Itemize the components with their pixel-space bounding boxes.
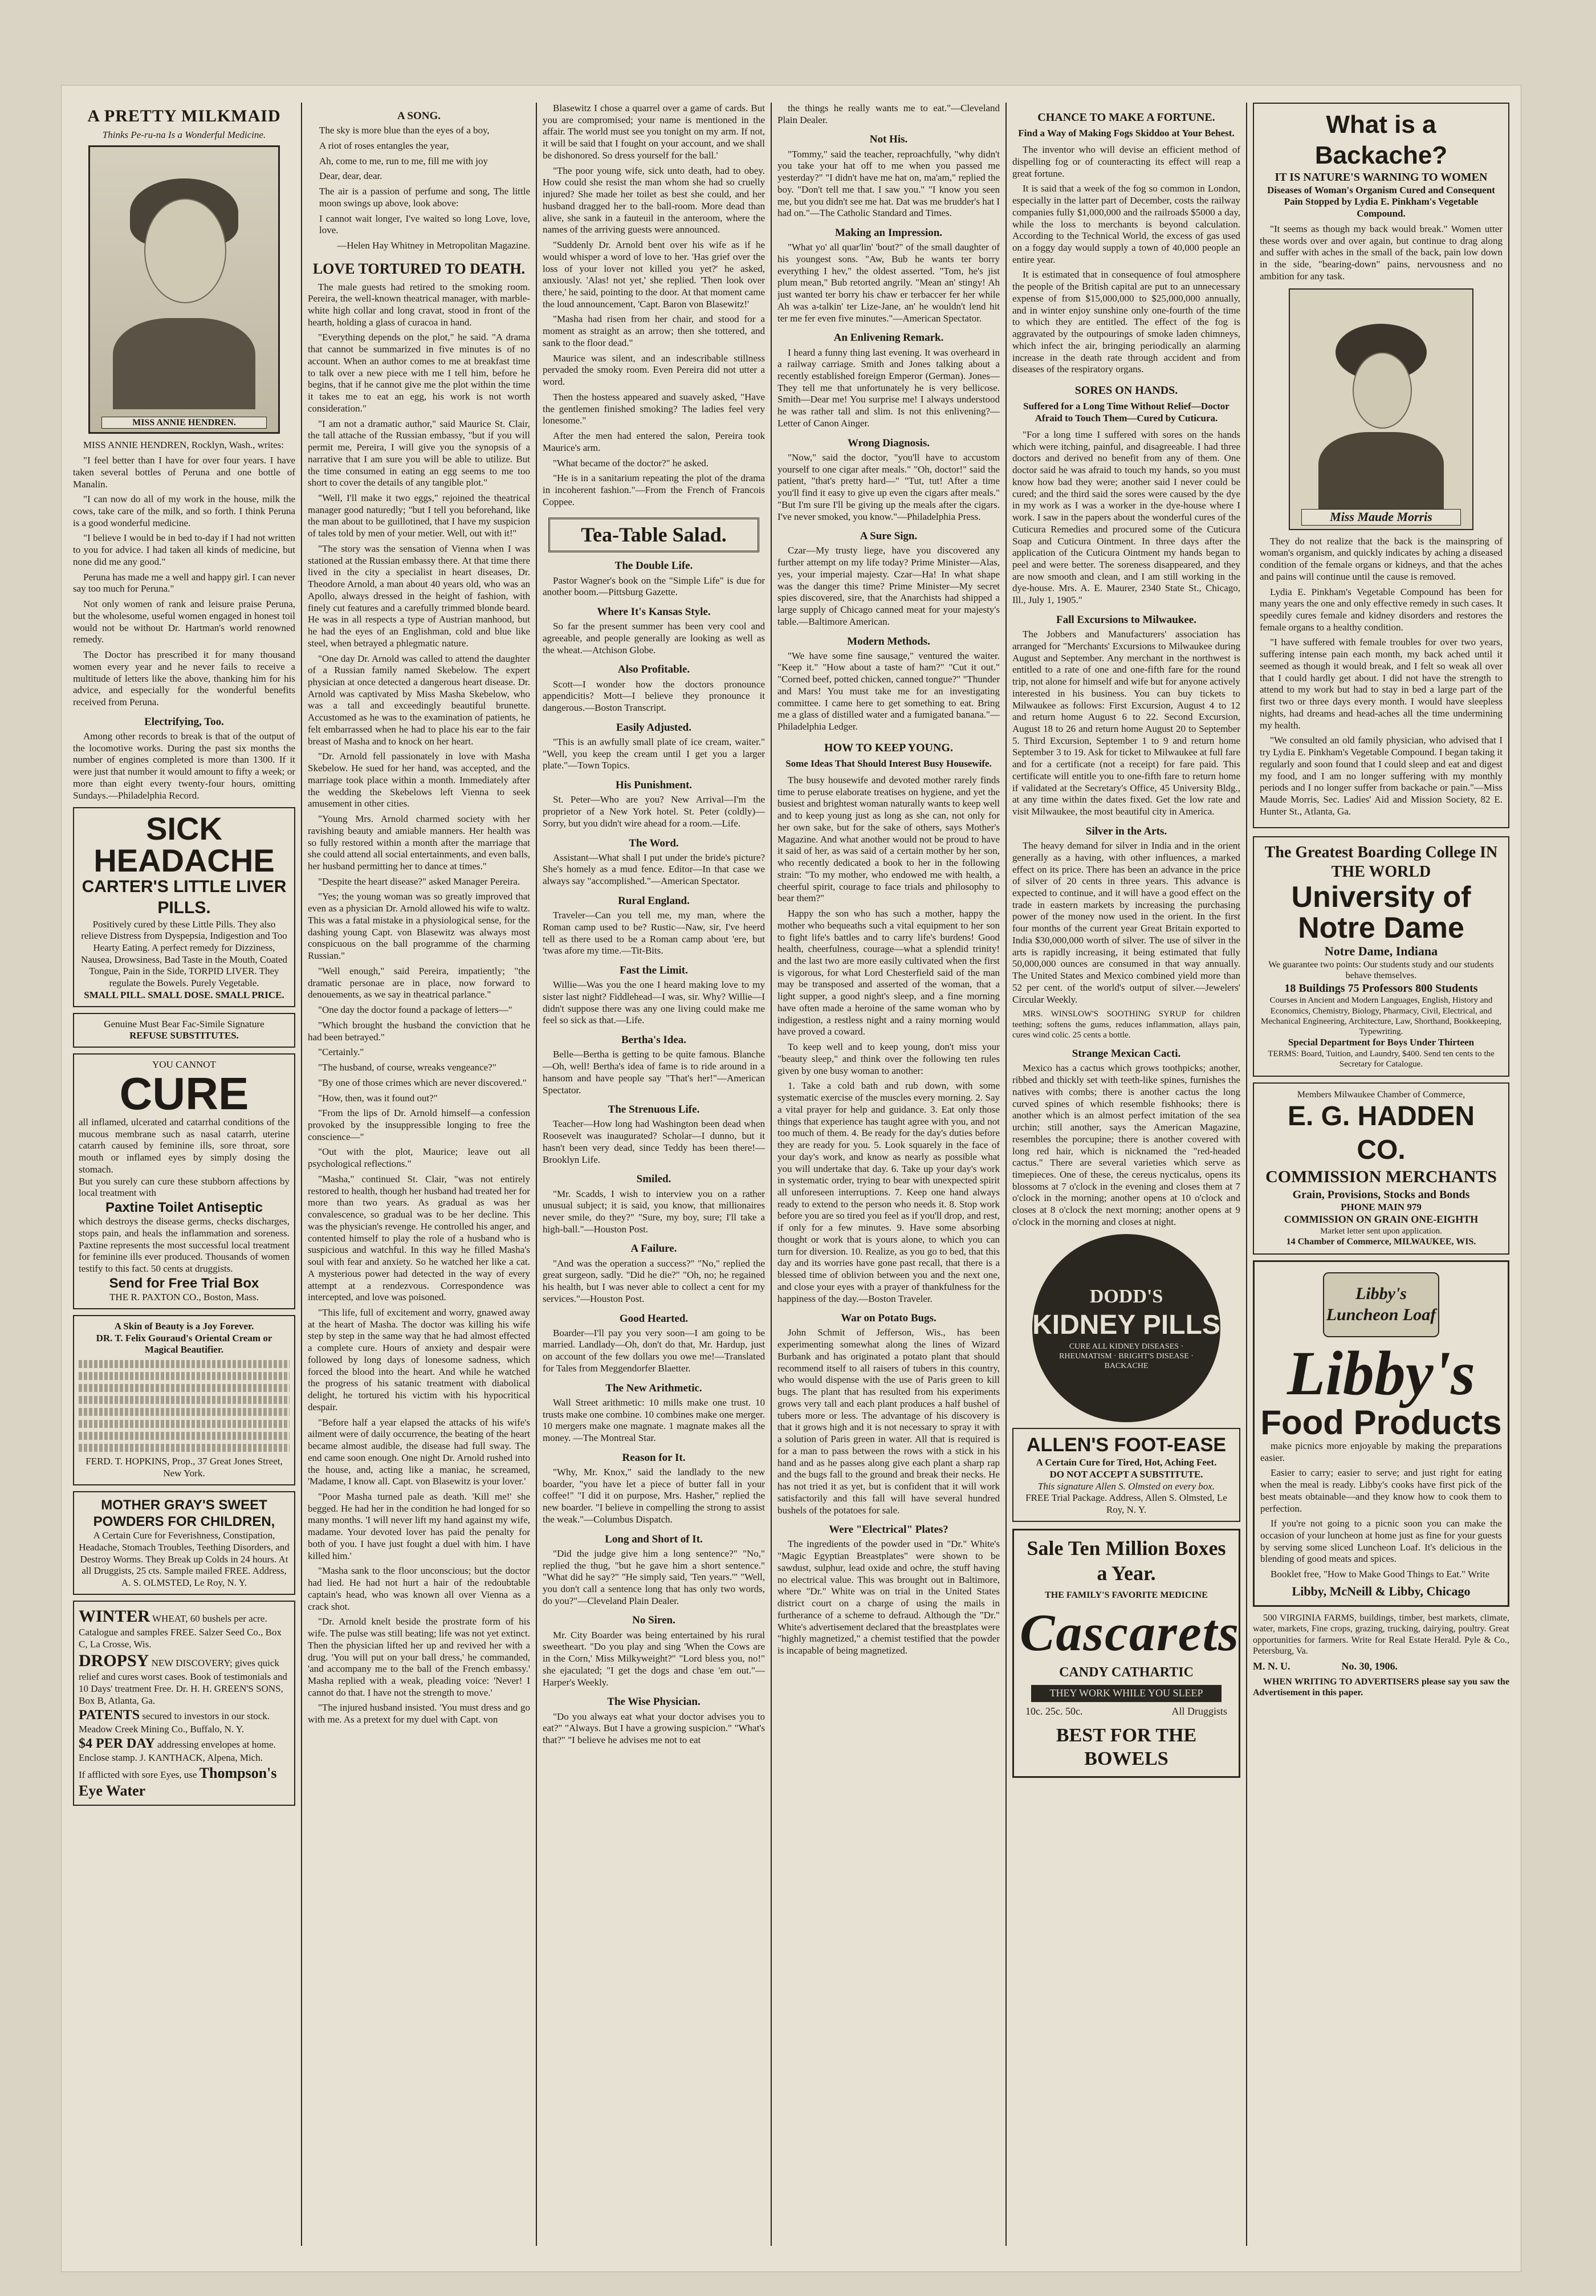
portrait-face: [144, 198, 226, 303]
ad-brand: Paxtine Toilet Antiseptic: [105, 1200, 263, 1215]
paragraph: "Masha sank to the floor unconscious; but the doctor had lied. He had not hurt a hair of the redoubtable captain's head, who was known all over Vienna as a crack shot.: [308, 1565, 530, 1612]
paragraph: "Out with the plot, Maurice; leave out all psychological reflections.": [308, 1146, 530, 1170]
paragraph: "I can now do all of my work in the house, milk the cows, take care of the milk, and so forth. I think Peruna is a good wonderful medicine.: [73, 494, 295, 528]
joke-heading: Also Profitable.: [617, 663, 690, 676]
paragraph: The busy housewife and devoted mother rarely finds time to peruse elaborate treatises on hygiene, and yet the busiest and brightest woman naturally wants to keep well and to keep young just as long as she can, not only for her own sake, but for the sake of others, says Mother's Magazine. And what another would not be proud to have it said of her, as was said of a certain mother by her son, who recently dedicated a book to her in the following strain: "To my mother, who endowed me with health, a cheerful spirit, courage to face trials and philosophy to bear them?": [777, 775, 1000, 904]
ad-address: THE R. PAXTON CO., Boston, Mass.: [109, 1292, 259, 1303]
paragraph: The Doctor has prescribed it for many thousand women every year and he never fails to receive a multitude of letters like the above, thanking him for his advice, and especially for the wonderful benefits received from Peruna.: [73, 649, 295, 708]
joke-heading: Not His.: [869, 133, 908, 146]
joke-text: Czar—My trusty liege, have you discovered any further attempt on my life today? Prime Minister—Alas, yes, your imperial majesty. Czar—Ha! In what shape was the danger this time? Prime Minister—My secret spies discovered, sire, that the Anarchists had shipped a large supply of Chicago canned meat for your majesty's table.—Baltimore American.: [777, 545, 1000, 627]
column-2: [308, 103, 530, 2246]
article-heading: Fall Excursions to Milwaukee.: [1056, 613, 1196, 626]
ad-brand: MOTHER GRAY'S SWEET POWDERS FOR CHILDREN,: [93, 1497, 275, 1529]
ad-small-classifieds: [73, 1601, 295, 1806]
ad-headline: CURE: [119, 1068, 249, 1119]
joke-text: "Tommy," said the teacher, reproachfully, "why didn't you take your hat off to me when you passed me yesterday?" "I didn't have me hat on, ma'am," replied the boy. "Don't tell me that. I saw you." "I know you seen me, but you didn't see me hat. Dat was me brudder's hat I had on."—The Catholic Standard and Times.: [777, 148, 1000, 219]
paragraph: the things he really wants me to eat."—Cleveland Plain Dealer.: [777, 103, 1000, 125]
paragraph: "Poor Masha turned pale as death. 'Kill me!' she begged. He had her in the condition he had longed for so many months. 'I will never lift my hand against my wife, madame. Your devoted lover has paid the penalty for both of you. I have just fought a duel with him. I have killed him.': [308, 1491, 530, 1561]
advertiser-notice: WHEN WRITING TO ADVERTISERS please say you saw the Advertisement in this paper.: [1253, 1676, 1509, 1698]
paragraph: The Jobbers and Manufacturers' association has arranged for "Merchants' Excursions to Milwaukee during August and September. Any merchant in the northwest is entitled to a rate of one and one-fifth fare for the round trip, not alone for himself and wife but for anyone actively interested in his business. You can buy tickets to Milwaukee as follows: First Excursion, August 4 to 12 and return home August 6 to 22. Second Excursion, August 18 to 26 and return home August 20 to September 5. Third Excursion, September 1 to 9 and return home September 3 to 19. Ask for ticket to Milwaukee at full fare and for a certificate (not a receipt) for fare paid. This certificate will entitle you to one-fifth fare to return home if validated at the Secretary's Office, 45 University Bldg., at any time within the dates fixed. Get the low rate and visit Milwaukee, the most beautiful city in America.: [1012, 629, 1240, 817]
paragraph: "Well, I'll make it two eggs," rejoined the theatrical manager good naturedly; "but I tell you beforehand, like the man about to be guillotined, that I have my suspicion of tales told by men of your metier. Well, out with it!": [308, 492, 530, 539]
ad-address: Libby, McNeill & Libby, Chicago: [1292, 1583, 1471, 1598]
paragraph: "The story was the sensation of Vienna when I was stationed at the Russian embassy there. At that time there lived in the city a specialist in heart diseases, Dr. Theodore Arnold, a man about 40 years old, who was an Apollo, always dressed in the height of fashion, with finely cut features and a carefully trimmed blonde beard. He was in all respects a type of Austrian manhood, but he had the eyes of an Englishman, cold and blue like steel, when betrayed a phlegmatic nature.: [308, 543, 530, 649]
paragraph: If you're not going to a picnic soon you can make the occasion of your luncheon at home just as fine for your guests by serving some sliced Luncheon Loaf. It's delicious in the blending of good meats and spices.: [1260, 1518, 1502, 1565]
paragraph: It is said that a week of the fog so common in London, especially in the latter part of December, costs the railway companies fully $1,000,000 and the railroads $5000 a day, while the loss to merchants is beyond calculation. According to the Technical World, the excess of gas used on a foggy day would supply a town of 40,000 people an entire year.: [1012, 183, 1240, 265]
paragraph: "Before half a year elapsed the attacks of his wife's ailment were of daily occurrence, the beating of the heart became almost audible, the disease had full sway. The end came soon enough. One night Dr. Arnold rushed into the house, and, acting like a maniac, he screamed, 'Madame, I know all. Capt. von Blasewitz is your lover.': [308, 1416, 530, 1487]
paragraph: "It seems as though my back would break." Women utter these words over and over again, but continue to drag along and suffer with aches in the small of the back, pain low down in the side, "bearing-down" pains, nervousness and no ambition for any task.: [1260, 223, 1503, 282]
portrait-bust: [113, 318, 255, 409]
column-rule: [771, 103, 772, 2246]
paragraph: Not only women of rank and leisure praise Peruna, but the wholesome, useful women engaged in honest toil would not be without Dr. Hartman's world renowned remedy.: [73, 599, 295, 645]
ad-carters-signature: [73, 1013, 295, 1048]
paragraph: "One day the doctor found a package of letters—": [318, 1004, 512, 1016]
ad-logo: Cascarets: [1020, 1603, 1240, 1662]
paragraph: "Despite the heart disease?" asked Manager Pereira.: [318, 876, 520, 887]
paragraph: Booklet free, "How to Make Good Things to Eat." Write: [1271, 1569, 1490, 1580]
ad-body: A Certain Cure for Feverishness, Constipation, Headache, Stomach Troubles, Teething Disorders, and Destroy Worms. They Break up Colds in 24 hours. At all Druggists, 25 cts. Sample mailed FREE. Address, A. S. OLMSTED, Le Roy, N. Y.: [79, 1530, 290, 1589]
ad-body: addressing envelopes at home. Enclose stamp. J. KANTHACK, Alpena, Mich.: [79, 1739, 276, 1763]
ad-brand: E. G. HADDEN CO.: [1287, 1101, 1475, 1165]
portrait-caption: MISS ANNIE HENDREN.: [101, 417, 267, 429]
ad-pinkham-backache: [1253, 103, 1509, 828]
ad-notre-dame: [1253, 836, 1509, 1077]
paragraph: "Dr. Arnold fell passionately in love with Masha Skebelow. He sued for her hand, was accepted, and the marriage took place within a month. Immediately after the wedding the Skebelows left Vienna to seek amusement in other cities.: [308, 751, 530, 809]
newspaper-page: [62, 86, 1521, 2271]
paragraph: "Young Mrs. Arnold charmed society with her ravishing beauty and amiable manners. Her health was so fully restored within a month after the marriage that she could attend all social entertainments, and even balls, her husband permitting her to dance at times.": [308, 813, 530, 872]
paragraph: Among other records to break is that of the output of the locomotive works. During the past six months the number of engines completed is more than 1300. If it were just that number it would amount to fifty a week; or more than eight every twenty-four hours, omitting Sundays.—Philadelphia Record.: [73, 730, 295, 801]
ad-brand: DR. T. Felix Gouraud's Oriental Cream or Magical Beautifier.: [96, 1332, 272, 1355]
joke-heading: His Punishment.: [615, 779, 693, 792]
paragraph: "What became of the doctor?" he asked.: [553, 457, 709, 469]
column-5: [1012, 103, 1240, 2246]
paragraph: "Which brought the husband the conviction that he had been betrayed.": [308, 1019, 530, 1043]
paragraph: Blasewitz I chose a quarrel over a game of cards. But you are compromised; your name is mentioned in the affair. The world must see you tonight on my arm. If not, it will be said that I fought on your account, and we shall be dishonored. So dress yourself for the ball.': [543, 103, 765, 161]
ad-address: FREE Trial Package. Address, Allen S. Olmsted, Le Roy, N. Y.: [1025, 1492, 1227, 1516]
poem-line: The sky is more blue than the eyes of a boy,: [319, 125, 490, 136]
paragraph: "Suddenly Dr. Arnold bent over his wife as if he would whisper a word of love to her. 'Has grief over the loss of your lover not killed you yet?' he asked, anxiously. 'Alas! not yet,' she replied. 'Then look over there,' he said, pointing to the door. At that moment came the loud announcement, 'Capt. Baron von Blasewitz!': [543, 239, 765, 310]
joke-heading: Reason for It.: [622, 1451, 686, 1464]
portrait-caption: Miss Maude Morris: [1301, 509, 1461, 526]
paragraph: MISS ANNIE HENDREN, Rocklyn, Wash., writes:: [83, 439, 284, 451]
article-title: SORES ON HANDS.: [1074, 384, 1178, 397]
illegible-text: [79, 1360, 290, 1452]
joke-text: "Now," said the doctor, "you'll have to accustom yourself to one cigar after meals." "Oh, doctor!" said the patient, "that's pretty hard—" "Tut, tut! After a time you'll find it easy to give up even the cigars after meals." "But I'm sure I'll be giving up the meals after the cigars. I've never smoked, you know."—Philadelphia Press.: [777, 451, 1000, 522]
ad-brand: University of Notre Dame: [1291, 880, 1471, 945]
joke-heading: Good Hearted.: [619, 1312, 689, 1325]
joke-text: "Do you always eat what your doctor advises you to eat?" "Always. But I have a growing suspicion." "What's that?" "I believe he advises me not to eat: [543, 1711, 765, 1745]
joke-text: Assistant—What shall I put under the bride's picture? She's homely as a mud fence. Editor—In that case we always say "accomplished."—American Spectator.: [543, 852, 765, 887]
article-title: HOW TO KEEP YOUNG.: [824, 741, 953, 754]
joke-heading: The Double Life.: [614, 560, 693, 572]
joke-heading: Long and Short of It.: [605, 1533, 703, 1545]
portrait-image: [1289, 288, 1473, 530]
ad-prices: 10c. 25c. 50c.: [1025, 1705, 1083, 1717]
ad-text: Special Department for Boys Under Thirteen: [1288, 1037, 1475, 1048]
joke-heading: Where It's Kansas Style.: [597, 606, 711, 618]
ad-body: secured to investors in our stock. Meadow Creek Mining Co., Buffalo, N. Y.: [79, 1710, 270, 1735]
ad-ring-text: CURE ALL KIDNEY DISEASES · RHEUMATISM · BRIGHT'S DISEASE · BACKACHE: [1059, 1342, 1194, 1371]
joke-text: "Did the judge give him a long sentence?" "No," replied the thug, "but he gave him a short sentence." "What did he say?" "He simply said, 'Ten years.'" "Well, you don't call a sentence long that has only two words, do you?"—Cleveland Plain Dealer.: [543, 1548, 765, 1606]
column-4: [777, 103, 1000, 2246]
ad-headline: The Greatest Boarding College IN THE WORLD: [1264, 843, 1498, 881]
ad-body: which destroys the disease germs, checks discharges, stops pain, and heals the inflammation and soreness. Paxtine represents the most successful local treatment for feminine ills ever produced. Thousands of women testify to this fact. 50 cents at druggists.: [79, 1216, 290, 1275]
joke-heading: Smiled.: [636, 1173, 671, 1186]
poem-line: Dear, dear, dear.: [319, 170, 382, 182]
ad-brand: Thompson's Eye Water: [79, 1764, 277, 1800]
joke-text: "We have some fine sausage," ventured the waiter. "Keep it." "How about a taste of ham?" "Cut it out." "Corned beef, potted chicken, canned tongue?" "Thunder and Mars! You must take me for an investigating committee. I came here to get something to eat. Bring me a glass of distilled water and a fumigated banana."—Philadelphia Ledger.: [777, 650, 1000, 732]
ad-keyword: PATENTS: [79, 1707, 140, 1723]
ad-text: Market letter sent upon application.: [1320, 1227, 1442, 1236]
ad-product: KIDNEY PILLS: [1032, 1309, 1220, 1340]
ad-keyword: $4 PER DAY: [79, 1736, 155, 1751]
column-1: [73, 103, 295, 2246]
classified-ad: 500 VIRGINIA FARMS, buildings, timber, best markets, climate, water, markets, Fine crops, grazing, trucking, dairying, poultry. Great opportunities for farmers. Write for Real Estate Herald. Pyle & Co., Petersburg, Va.: [1253, 1613, 1509, 1656]
ad-text: Grain, Provisions, Stocks and Bonds: [1292, 1188, 1470, 1201]
ad-libby: [1253, 1260, 1509, 1607]
paragraph: "For a long time I suffered with sores on the hands which were itching, painful, and disagreeable. I had three doctors and derived no benefit from any of them. One doctor said he was afraid to touch my hands, so you must know how bad they were; another said I never could be cured; and the third said the sores were caused by the dye in my work as I was a worker in the dye-house where I work. I saw in the papers about the wonderful cures of the Cuticura Remedies and procured some of the Cuticura Soap and Cuticura Ointment. In three days after the application of the Cuticura Ointment my hands began to peel and were better. The soreness disappeared, and they are now smooth and clean, and I am still working in the dye-house. Mrs. A. E. Maurer, 2340 State St., Chicago, Ill., July 1, 1905.": [1012, 429, 1240, 606]
column-6: [1253, 103, 1509, 2246]
ad-product: Food Products: [1260, 1403, 1502, 1442]
ad-keyword: WINTER: [79, 1606, 150, 1626]
article-subtitle: Some Ideas That Should Interest Busy Housewife.: [785, 758, 992, 770]
paragraph: "By one of those crimes which are never discovered.": [318, 1077, 527, 1088]
paragraph: Easier to carry; easier to serve; and just right for eating when the meal is ready. Libby's cooks have first pick of the best meats obtainable—and they know how to cook them to perfection.: [1260, 1467, 1502, 1514]
paragraph: The heavy demand for silver in India and in the orient generally as a having, with other influences, a marked effect on its price. There has been an advance in the price of silver of 20 cents in three years. This advance is expected to continue, and it will have a good effect on the trade in eastern markets by increasing the purchasing power of the money now used in the orient. In the first four months of the current year Great Britain exported to India $30,000,000 worth of silver. The use of silver in the arts is rapidly increasing, it being estimated that fully 50,000,000 ounces are consumed in that way annually. The United States and Mexico combined yield more than 52 per cent. of the world's output of silver.—Jewelers' Circular Weekly.: [1012, 840, 1240, 1005]
paragraph: "Everything depends on the plot," he said. "A drama that cannot be summarized in five minutes is of no account. When an author comes to me at breakfast time to talk over a new piece with me I tell him, before he begins, that if he cannot give me the plot within the time it takes me to eat an egg, his work is not worth consideration.": [308, 332, 530, 414]
ad-text: Members Milwaukee Chamber of Commerce,: [1297, 1089, 1465, 1100]
joke-heading: A Sure Sign.: [860, 530, 918, 543]
ad-gouraud: [73, 1315, 295, 1485]
paragraph: "We consulted an old family physician, who advised that I try Lydia E. Pinkham's Vegetable Compound. I began taking it regularly and soon found that I could sleep and eat and digest my food, and I am no longer suffering with my monthly periods and I no longer suffer from backache or pain."—Miss Maude Morris, Sec. Ladies' Aid and Mission Society, 82 E. Hunter St., Atlanta, Ga.: [1260, 735, 1503, 817]
article-title: LOVE TORTURED TO DEATH.: [312, 260, 526, 277]
ad-signature: This signature Allen S. Olmsted on every box.: [1037, 1480, 1215, 1492]
joke-text: "What yo' all quar'lin' 'bout?" of the small daughter of his youngest sons. "Aw, Bub he wants ter borry everything I hev," the oldest asserted. "Tom, he's jist plum mean," Bub retorted angrily. "Mean an' stingy! Ah just wanted ter borry his chaw er terbaccer fer her while Ah was a-talkin' ter Lize-Jane, an' he wouldn't lend hit ter me fer even five minutes."—American Spectator.: [777, 242, 1000, 324]
poem-line: The air is a passion of perfume and song, The little moon swings up above, look above:: [319, 186, 530, 209]
ad-cascarets: [1012, 1529, 1240, 1778]
column-3: [543, 103, 765, 2246]
ad-headline: Sale Ten Million Boxes a Year.: [1027, 1536, 1226, 1585]
ad-location: Notre Dame, Indiana: [1324, 944, 1438, 958]
paragraph: "The injured husband insisted. 'You must dress and go with me. As a pretext for my duel with Capt. von: [308, 1702, 530, 1725]
ad-brand: CARTER'S LITTLE LIVER PILLS.: [82, 877, 287, 917]
ad-keyword: DROPSY: [79, 1651, 149, 1670]
ad-subheadline: IT IS NATURE'S WARNING TO WOMEN: [1275, 171, 1488, 184]
joke-heading: Rural England.: [618, 894, 690, 907]
section-banner: Tea-Table Salad.: [548, 518, 759, 553]
paragraph: They do not realize that the back is the mainspring of woman's organism, and quickly indicates by aching a diseased condition of the female organs or kidneys, and that the aches and pains will continue until the cause is removed.: [1260, 535, 1503, 582]
paragraph: "Masha had risen from her chair, and stood for a moment as straight as an arrow; then she tottered, and sank to the floor dead.": [543, 314, 765, 348]
joke-text: "And was the operation a success?" "No," replied the great surgeon, sadly. "Did he die?" "Oh, no; he regained his health, but I was never able to collect a cent for my services."—Houston Post.: [543, 1257, 765, 1304]
paragraph: "From the lips of Dr. Arnold himself—a confession provoked by the insuppressible longing to free the conscience—": [308, 1108, 530, 1142]
joke-text: "Why, Mr. Knox," said the landlady to the new boarder, "you have let a piece of butter fall in your coffee!" "I did it on purpose, Mrs. Hasher," replied the new boarder. "I believe in compelling the strong to assist the weak."—Columbus Dispatch.: [543, 1466, 765, 1525]
joke-text: Teacher—How long had Washington been dead when Roosevelt was inaugurated? Scholar—I dunno, but it hasn't been very dead, since Teddy has been there!—Brooklyn Life.: [543, 1118, 765, 1165]
ad-product: CANDY CATHARTIC: [1059, 1665, 1194, 1680]
paragraph: 1. Take a cold bath and rub down, with some systematic exercise of the muscles every morning. 2. Say a vital prayer for help and guidance. 3. Eat only those things that experience has taught agree with you, and not too much of them. 4. Be ready for the day's duties before they are ready for you. 5. Look squarely in the face of your day's work, and know as nearly as possible what you will undertake that day. 6. Take up your day's work in systematic order, trying to bear with unexpected spirit all unforeseen interruptions. 7. Keep one hand always ready to extend to the person who needs it. 8. Stop work before you are so tired you feel as if you'll drop, and rest, if only for a few minutes. 9. Have some absorbing thought or work that is yours alone, to which you can turn for diversion. 10. Realize, as you go to bed, that this day and its worries have gone past recall, that there is a blessed time of oblivion between you and the next one, and close your eyes with a prayer of thankfulness for the happiness of the day.—Boston Traveler.: [777, 1080, 1000, 1304]
ad-dodds-kidney-pills: [1032, 1234, 1220, 1422]
joke-heading: No Siren.: [632, 1614, 675, 1627]
article-subtitle: Suffered for a Long Time Without Relief—Doctor Afraid to Touch Them—Cured by Cuticura.: [1023, 401, 1229, 424]
joke-heading: Fast the Limit.: [620, 964, 688, 977]
paragraph: "I have suffered with female troubles for over two years, suffering intense pain each month, my back ached until it seemed as though it would break, and I felt so weak all over that I could hardly get about. I did not have the strength to attend to my work but had to stay in bed a large part of the first two or three days every month. I would have sleepless nights, had dreams and head-aches all the time undermining my health.: [1260, 637, 1503, 731]
joke-text: Scott—I wonder how the doctors pronounce appendicitis? Mott—I believe they pronounce it dangerous.—Boston Transcript.: [543, 678, 765, 714]
paragraph: "The husband, of course, wreaks vengeance?": [318, 1062, 496, 1073]
joke-heading: Making an Impression.: [834, 227, 943, 239]
ad-banner: THE FAMILY'S FAVORITE MEDICINE: [1045, 1590, 1208, 1600]
paragraph: Peruna has made me a well and happy girl. I can never say too much for Peruna.": [73, 571, 295, 595]
ad-body: NEW DISCOVERY; gives quick relief and cures worst cases. Book of testimonials and 10 Days' treatment Free. Dr. H. H. GREEN'S SONS, Box B, Atlanta, Ga.: [79, 1657, 287, 1706]
ad-allens-foot-ease: [1012, 1428, 1240, 1522]
paragraph: Then the hostess appeared and suavely asked, "Have the gentlemen finished smoking? The ladies feel very lonesome.": [543, 391, 765, 426]
ad-body: If afflicted with sore Eyes, use: [79, 1769, 197, 1780]
joke-text: Belle—Bertha is getting to be quite famous. Blanche—Oh, well! Bertha's idea of fame is to ride around in a hansom and have people say "That's her!"—American Spectator.: [543, 1049, 765, 1096]
paragraph: After the men had entered the salon, Pereira took Maurice's arm.: [543, 430, 765, 453]
joke-text: Mr. City Boarder was being entertained by his rural sweetheart. "Do you play and sing 'When the Cows are in the Corn,' Miss Milkyweight?" "Lord bless you, no!" she ejaculated; "I get the dogs and chase 'em out."—Harper's Weekly.: [543, 1629, 765, 1688]
paragraph: "Yes; the young woman was so greatly improved that even as a physician Dr. Arnold allowed his wife to waltz. This was a fatal mistake in a physiological sense, for the dashing young Capt. von Blasewitz was always most conspicuous on the ball programme of the charming Russian.": [308, 891, 530, 962]
ad-brand: ALLEN'S FOOT-EASE: [1027, 1434, 1226, 1456]
joke-text: Willie—Was you the one I heard making love to my sister last night? Fiddlehead—I was, sir. Why? Willie—I didn't suppose there was any one living could make me feel so sick as that.—Life.: [543, 979, 765, 1026]
paragraph: "The poor young wife, sick unto death, had to obey. How could she resist the man whom she had so cruelly injured? She made her toilet as best she could, and her husband dragged her to the ball-room. More dead than alive, she sank in a fauteuil in the anteroom, where the names of the arriving guests were announced.: [543, 165, 765, 235]
joke-text: Boarder—I'll pay you very soon—I am going to be married. Landlady—Oh, don't do that, Mr. Hardup, just on account of the few dollars you owe me!—Translated for Tales from Meggendorfer Blaetter.: [543, 1327, 765, 1374]
ad-text: TERMS: Board, Tuition, and Laundry, $400. Send ten cents to the Secretary for Catalogue.: [1268, 1049, 1495, 1069]
paragraph: "How, then, was it found out?": [318, 1092, 438, 1104]
ad-address: 14 Chamber of Commerce, MILWAUKEE, WIS.: [1286, 1237, 1476, 1247]
paragraph: The ingredients of the powder used in "Dr." White's "Magic Egyptian Breastplates" were shown to be sawdust, sulphur, lead oxide and ochre, the stuff having no electrical value. This was brought out in Baltimore, where "Dr." White was on trial in the United States district court on a charge of using the mails in furtherance of a scheme to defraud. Although the "Dr." White's advertisement declared that the breastplates were "highly magnetized," a chemist testified that the powder is incapable of being magnetized.: [777, 1538, 1000, 1656]
ad-druggists: All Druggists: [1171, 1705, 1227, 1717]
paragraph: "I feel better than I have for over four years. I have taken several bottles of Peruna and one bottle of Manalin.: [73, 455, 295, 490]
ad-slogan: THEY WORK WHILE YOU SLEEP: [1031, 1685, 1222, 1702]
paragraph: It is estimated that in consequence of foul atmosphere the people of the British capital are put to an unnecessary expense of from $15,000,000 to $25,000,000 annually, and in winter enjoy sunshine only one-fourth of the time to which they are entitled. The effect of the fog is aggravated by the outpourings of smoke laden chimneys, which infect the air, bringing periodically an alarming increase in the death rate through accident and from diseases of the respiratory organs.: [1012, 269, 1240, 375]
paragraph: "One day Dr. Arnold was called to attend the daughter of a Russian family named Skebelow. The expert physician at once detected a dangerous heart disease. Dr. Arnold was captivated by Miss Masha Skebelow, who was a tall and exceedingly beautiful brunette. Accustomed as he was to the examination of patients, he felt embarrassed when he had to place his ear to the fair breast of Masha and to knock on her heart.: [308, 653, 530, 747]
poem-title: A SONG.: [397, 110, 441, 122]
ad-body: all inflamed, ulcerated and catarrhal conditions of the mucous membrane such as nasal catarrh, uterine catarrh caused by feminine ills, sore throat, sore mouth or inflamed eyes by simply dosing the stomach.: [79, 1116, 290, 1175]
poem-line: I cannot wait longer, I've waited so long Love, love, love.: [319, 213, 530, 236]
article-title: CHANCE TO MAKE A FORTUNE.: [1037, 111, 1215, 124]
joke-heading: Bertha's Idea.: [621, 1034, 686, 1047]
paragraph: Maurice was silent, and an indescribable stillness pervaded the smoky room. Even Pereira did not utter a word.: [543, 352, 765, 388]
paragraph: To keep well and to keep young, don't miss your "beauty sleep," and think over the following ten rules given by one busy woman to another:: [777, 1041, 1000, 1076]
ad-address: FERD. T. HOPKINS, Prop., 37 Great Jones Street, New York.: [85, 1456, 283, 1479]
joke-text: I heard a funny thing last evening. It was overheard in a railway carriage. Smith and Jones talking about a recently established foreign Emperor (German). Jones—They tell me that unfortunately he is very bellicose. Smith—Dear me! You surprise me! I always understood he was rather tall and slim. Is not this enlivening?—Letter of Canon Ainger.: [777, 347, 1000, 429]
paragraph: "I believe I would be in bed to-day if I had not written to you for advice. I had taken all kinds of medicine, but none did me any good.": [73, 532, 295, 567]
ad-text: A Certain Cure for Tired, Hot, Aching Feet.: [1036, 1457, 1217, 1468]
column-rule: [301, 103, 302, 2246]
paragraph: MRS. WINSLOW'S SOOTHING SYRUP for children teething; softens the gums, reduces inflammation, allays pain, cures wind colic. 25 cents a bottle.: [1012, 1009, 1240, 1040]
joke-heading: The Strenuous Life.: [608, 1104, 700, 1116]
ad-text: REFUSE SUBSTITUTES.: [129, 1030, 239, 1041]
joke-heading: A Failure.: [630, 1243, 677, 1255]
ad-text: COMMISSION ON GRAIN ONE-EIGHTH: [1284, 1214, 1479, 1226]
ad-text: COMMISSION MERCHANTS: [1265, 1167, 1497, 1187]
joke-heading: Wrong Diagnosis.: [848, 437, 930, 449]
joke-heading: The Word.: [629, 837, 679, 849]
paragraph: "This life, full of excitement and worry, gnawed away at the heart of Masha. The doctor was killing his wife step by step in the same way that he had almost effected a complete cure. Hours of anxiety and despair were followed by long days of lonesome sadness, which forced the blood into the heart. And while he watched the progress of his satanic treatment with diabolical delight, he tortured his victim with his hypocritical despair.: [308, 1306, 530, 1412]
ad-body: But you surely can cure these stubborn affections by local treatment with: [79, 1175, 290, 1199]
poem-line: Ah, come to me, run to me, fill me with joy: [319, 155, 488, 166]
paragraph: The inventor who will devise an efficient method of dispelling fog or of counteracting its effect will reap a great fortune.: [1012, 144, 1240, 179]
ad-text: Courses in Ancient and Modern Languages, English, History and Economics, Chemistry, Biology, Pharmacy, Civil, Electrical, and Mechanical Engineering, Architecture, Law, Shorthand, Bookkeeping, Typewriting.: [1260, 996, 1502, 1037]
paragraph: "He is in a sanitarium repeating the plot of the drama in incoherent fashion."—From the French of Francois Coppee.: [543, 473, 765, 507]
ad-footer: BEST FOR THE BOWELS: [1056, 1724, 1197, 1770]
paragraph: make picnics more enjoyable by making the preparations easier.: [1260, 1440, 1502, 1463]
paragraph: John Schmit of Jefferson, Wis., has been experimenting somewhat along the lines of Wizard Burbank and has originated a potato plant that should recommend itself to all raisers of tubers in this country, who would dispense with the use of Paris green to kill bugs. The plant that has resulted from his experiments grows very tall and each plant produces a half bushel of tubers more or less. The advantage of his discovery is that it grows high and it is not necessary to spray it with a solution of Paris green in water. All that is required is for a man to pass between the rows with a stick in his hand and as he passes along give each plant a sharp rap and the bugs fall to the ground and break their necks. He has not tried it as yet, but is confident that it will work satisfactorily and this fall will have several hundred bushels of the potatoes for sale.: [777, 1327, 1000, 1516]
paper-number: M. N. U. No. 30, 1906.: [1253, 1660, 1398, 1672]
ad-mother-gray: [73, 1491, 295, 1595]
ad-text: PHONE MAIN 979: [1341, 1202, 1422, 1213]
joke-heading: The New Arithmetic.: [605, 1382, 702, 1394]
article-subtitle: Find a Way of Making Fogs Skiddoo at Your Behest.: [1018, 128, 1235, 139]
ad-headline: SICK HEADACHE: [93, 811, 275, 879]
portrait-bust: [1318, 432, 1444, 512]
paragraph: Mexico has a cactus which grows toothpicks; another, ribbed and thickly set with teeth-like spines, furnishes the natives with combs; there is another cactus the long curved spines of which resemble fishhooks; there is another which is an almost perfect imitation of the sea urchin; still another, says the American Magazine, resembles the porcupine; there is another covered with long red hair, which is nicknamed the "red-headed cactus." There are several varieties which serve as timepieces. One of these, the cereus nycticalus, opens its blossoms at 7 o'clock in the evening and closes them at 7 o'clock in the morning; another opens at 10 o'clock and closes at 8 o'clock the next morning; another opens at 9 o'clock in the morning and closes at night.: [1012, 1062, 1240, 1227]
column-rule: [1005, 103, 1007, 2246]
ad-text: We guarantee two points: Our students study and our students behave themselves.: [1268, 959, 1494, 981]
column-rule: [536, 103, 537, 2246]
ad-text: DO NOT ACCEPT A SUBSTITUTE.: [1049, 1468, 1203, 1480]
joke-heading: An Enlivening Remark.: [833, 332, 944, 344]
article-heading: Strange Mexican Cacti.: [1072, 1048, 1181, 1060]
joke-text: St. Peter—Who are you? New Arrival—I'm the proprietor of a New York hotel. St. Peter (coldly)—Sorry, but you didn't wire ahead for a room.—Life.: [543, 794, 765, 829]
paragraph: Lydia E. Pinkham's Vegetable Compound has been for many years the one and only effective remedy in such cases. It speedily cures female and kidney disorders and restores the female organs to a healthy condition.: [1260, 586, 1503, 633]
joke-text: Pastor Wagner's book on the "Simple Life" is due for another boom.—Pittsburg Gazette.: [543, 575, 765, 598]
poem-line: A riot of roses entangles the year,: [319, 140, 449, 151]
column-rule: [1246, 103, 1247, 2246]
article-heading: Electrifying, Too.: [144, 715, 224, 728]
joke-heading: Easily Adjusted.: [616, 721, 691, 734]
ad-text: 18 Buildings 75 Professors 800 Students: [1284, 982, 1478, 995]
ad-body: WHEAT, 60 bushels per acre. Catalogue and samples FREE. Salzer Seed Co., Box C, La Crosse, Wis.: [79, 1613, 282, 1650]
joke-text: So far the present summer has been very cool and agreeable, and people generally are looking as well as the wheat.—Atchison Globe.: [543, 621, 765, 656]
joke-text: Wall Street arithmetic: 10 mills make one trust. 10 trusts make one combine. 10 combines make one merger. 10 mergers make one magnate. 1 magnate makes all the money. —The Montreal Star.: [543, 1397, 765, 1444]
paragraph: "Well enough," said Pereira, impatiently; "the dramatic personae are in place, now forward to denouements, as we say in theatrical parlance.": [308, 965, 530, 1000]
article-heading: Silver in the Arts.: [1085, 825, 1167, 837]
paragraph: The male guests had retired to the smoking room. Pereira, the well-known theatrical manager, with marble-white high collar and long cravat, stood in front of the hearth, holding a glass of curacoa in hand.: [308, 281, 530, 328]
article-heading: War on Potato Bugs.: [841, 1312, 937, 1325]
ad-text: Genuine Must Bear Fac-Simile Signature: [104, 1018, 264, 1029]
joke-text: "This is an awfully small plate of ice cream, waiter." "Well, you keep the cream until I get you a larger plate."—Town Topics.: [543, 736, 765, 771]
portrait-image: [88, 145, 280, 434]
ad-footer: SMALL PILL. SMALL DOSE. SMALL PRICE.: [84, 989, 284, 1000]
joke-text: "Mr. Scadds, I wish to interview you on a rather unusual subject; it is said, you know, that millionaires never smile, do they?" "Sure, my boy, sure; I'll take a high-ball."—Houston Post.: [543, 1188, 765, 1235]
poem-credit: —Helen Hay Whitney in Metropolitan Magazine.: [337, 240, 530, 251]
paragraph: "I am not a dramatic author," said Maurice St. Clair, the tall attache of the Russian embassy, "but if you will permit me, Pereira, I will give you the synopsis of a narrative that I am sure you will be able to utilize. But the time consumed in eating an egg seems to me too short to cover the details of any tangible plot.": [308, 418, 530, 488]
article-title: A PRETTY MILKMAID: [87, 107, 281, 125]
ad-brand: DODD'S: [1089, 1286, 1163, 1308]
paragraph: Happy the son who has such a mother, happy the mother who bequeaths such a vital equipment to her son to fight life's battles and to carry life's burdens! Good health, cheerfulness, courage—what a splendid trinity! and the last two are more easily cultivated when the first is vigorous, for what Lord Chesterfield said of the man may be transposed and asserted of the woman, that a light supper, a good night's sleep, and a fine morning have often made a heroine of the same woman who by indigestion, a restless night and a rainy morning would have proved a coward.: [777, 908, 1000, 1037]
portrait-face: [1353, 352, 1412, 429]
paragraph: "Certainly.": [318, 1047, 364, 1058]
ad-logo: Libby's: [1287, 1338, 1475, 1408]
joke-heading: Modern Methods.: [847, 635, 930, 648]
ad-cta: Send for Free Trial Box: [109, 1275, 259, 1291]
joke-text: Traveler—Can you tell me, my man, where the Roman camp used to be? Rustic—Naw, sir, I've heerd tell as there used to be a Roman camp about 'ere, but 'twas afore my time.—Tit-Bits.: [543, 910, 765, 956]
product-can: Libby's Luncheon Loaf: [1323, 1272, 1439, 1337]
ad-body: Positively cured by these Little Pills. They also relieve Distress from Dyspepsia, Indigestion and Too Hearty Eating. A perfect remedy for Dizziness, Nausea, Drowsiness, Bad Taste in the Mouth, Coated Tongue, Pain in the Side, TORPID LIVER. They regulate the Bowels. Purely Vegetable.: [80, 918, 288, 989]
paragraph: "Masha," continued St. Clair, "was not entirely restored to health, though her husband had treated her for more than two years. As gradual as was her convalescence, so gradual was to be her decline. This was the physician's revenge. He controlled his anger, and contented himself to play the role of a husband who is suspicious and watchful. In this way he filled Masha's soul with fear and anxiety. So he watched her like a cat. A mysterious power had detected in the way of every attempt at a rendezvous. Correspondence was intercepted, and love was poisoned.: [308, 1173, 530, 1303]
ad-headline: What is a Backache?: [1314, 111, 1448, 169]
article-subtitle: Thinks Pe-ru-na Is a Wonderful Medicine.: [102, 129, 266, 140]
ad-text: A Skin of Beauty is a Joy Forever.: [114, 1320, 254, 1332]
ad-subheadline: Diseases of Woman's Organism Cured and Consequent Pain Stopped by Lydia E. Pinkham's Vegetable Compound.: [1267, 184, 1495, 219]
paragraph: "Dr. Arnold knelt beside the prostrate form of his wife. The pulse was still beating; life was not yet extinct. Then the physician lifted her up and revived her with a drug. 'You will put on your ball dress,' he commanded, 'and accompany me to the ball of the French embassy.' Masha replied with a weak, pleading voice: 'Never! I cannot do that. I have not the strength to move.': [308, 1616, 530, 1698]
ad-paxtine: [73, 1053, 295, 1309]
article-heading: Were "Electrical" Plates?: [829, 1524, 948, 1536]
ad-sick-headache: [73, 807, 295, 1007]
joke-heading: The Wise Physician.: [607, 1696, 701, 1708]
ad-hadden: [1253, 1082, 1509, 1255]
ad-text: YOU CANNOT: [152, 1059, 216, 1070]
